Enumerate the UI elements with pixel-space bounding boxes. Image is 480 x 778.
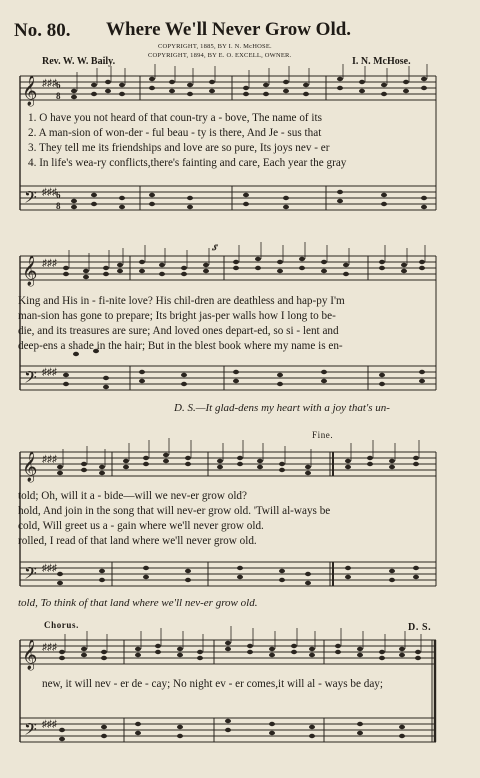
svg-text:♯♯♯: ♯♯♯ [42, 642, 57, 653]
verse-1-line: King and His in - fi-nite love? His chil-dren are deathless and hap-py I'm [18, 295, 345, 307]
hymn-number: No. 80. [14, 20, 71, 41]
svg-text:6: 6 [56, 80, 61, 90]
hymn-title: Where We'll Never Grow Old. [106, 19, 352, 40]
lyricist-credit: Rev. W. W. Baily. [42, 56, 116, 67]
verse-1-line: told; Oh, will it a - bide—will we nev-er grow old? [18, 490, 247, 502]
verse-3-line: die, and its treasures are sure; And loved ones depart-ed, so si - lent and [18, 325, 339, 337]
note-heads [59, 641, 421, 741]
treble-clef-icon: 𝄞 [22, 452, 38, 481]
verse-3-line: cold, Will greet us a - gain where we'll never grow old. [18, 520, 264, 532]
bass-clef-icon: 𝄢 [24, 565, 37, 587]
music-system-3 [12, 430, 436, 610]
bass-clef-icon: 𝄢 [24, 189, 37, 211]
svg-text:8: 8 [56, 201, 61, 211]
verse-2-line: 2. A man-sion of won-der - ful beau - ty is there, And Je - sus that [28, 127, 322, 139]
verse-4-line: rolled, I read of that land where we'll never grow old. [18, 535, 257, 547]
verse-4-line: deep-ens a shade in the hair; But in the blest book where my name is en- [18, 340, 343, 352]
chorus-label: Chorus. [44, 620, 79, 630]
dal-segno-lyric: told, To think of that land where we'll nev-er grow old. [18, 597, 258, 609]
verse-1-line: 1. O have you not heard of that coun-try a - bove, The name of its [28, 112, 322, 124]
svg-text:♯♯♯: ♯♯♯ [42, 367, 57, 378]
treble-clef-icon: 𝄞 [22, 256, 38, 285]
dal-segno-lyric: D. S.—It glad-dens my heart with a joy that's un- [174, 402, 390, 414]
sforzando-mark-icon: 𝆍 [212, 239, 217, 253]
music-system-4 [12, 618, 436, 778]
copyright-line-1: COPYRIGHT, 1885, BY I. N. McHOSE. [158, 43, 272, 50]
verse-2-line: man-sion has gone to prepare; Its bright jas-per walls how I long to be- [18, 310, 336, 322]
svg-text:♯♯♯: ♯♯♯ [42, 258, 57, 269]
treble-clef-icon: 𝄞 [22, 76, 38, 105]
verse-3-line: 3. They tell me its friendships and love are so pure, Its joys nev - er [28, 142, 330, 154]
svg-text:♯♯♯: ♯♯♯ [42, 563, 57, 574]
svg-text:♯♯♯: ♯♯♯ [42, 78, 57, 89]
note-heads [57, 453, 419, 585]
copyright-line-2: COPYRIGHT, 1894, BY E. O. EXCELL, OWNER. [148, 52, 292, 59]
bass-clef-icon: 𝄢 [24, 369, 37, 391]
chorus-lyric-line: new, it will nev - er de - cay; No night ev - er comes,it will al - ways be day; [42, 678, 384, 690]
note-heads [63, 257, 425, 389]
fine-label: Fine. [312, 430, 334, 440]
verse-2-line: hold, And join in the song that will nev-er grow old. 'Twill al-ways be [18, 505, 331, 517]
music-system-2 [12, 240, 436, 420]
svg-text:♯♯♯: ♯♯♯ [42, 187, 57, 198]
treble-clef-icon: 𝄞 [22, 640, 38, 669]
ds-label: D. S. [408, 622, 432, 633]
svg-text:8: 8 [56, 91, 61, 101]
svg-text:♯♯♯: ♯♯♯ [42, 719, 57, 730]
svg-text:6: 6 [56, 190, 61, 200]
bass-clef-icon: 𝄢 [24, 721, 37, 743]
composer-credit: I. N. McHose. [352, 56, 411, 67]
verse-4-line: 4. In life's wea-ry conflicts,there's fainting and care, Each year the gray [28, 157, 347, 169]
svg-text:♯♯♯: ♯♯♯ [42, 454, 57, 465]
music-system-1 [12, 68, 436, 228]
staff-notation-4 [12, 618, 436, 778]
